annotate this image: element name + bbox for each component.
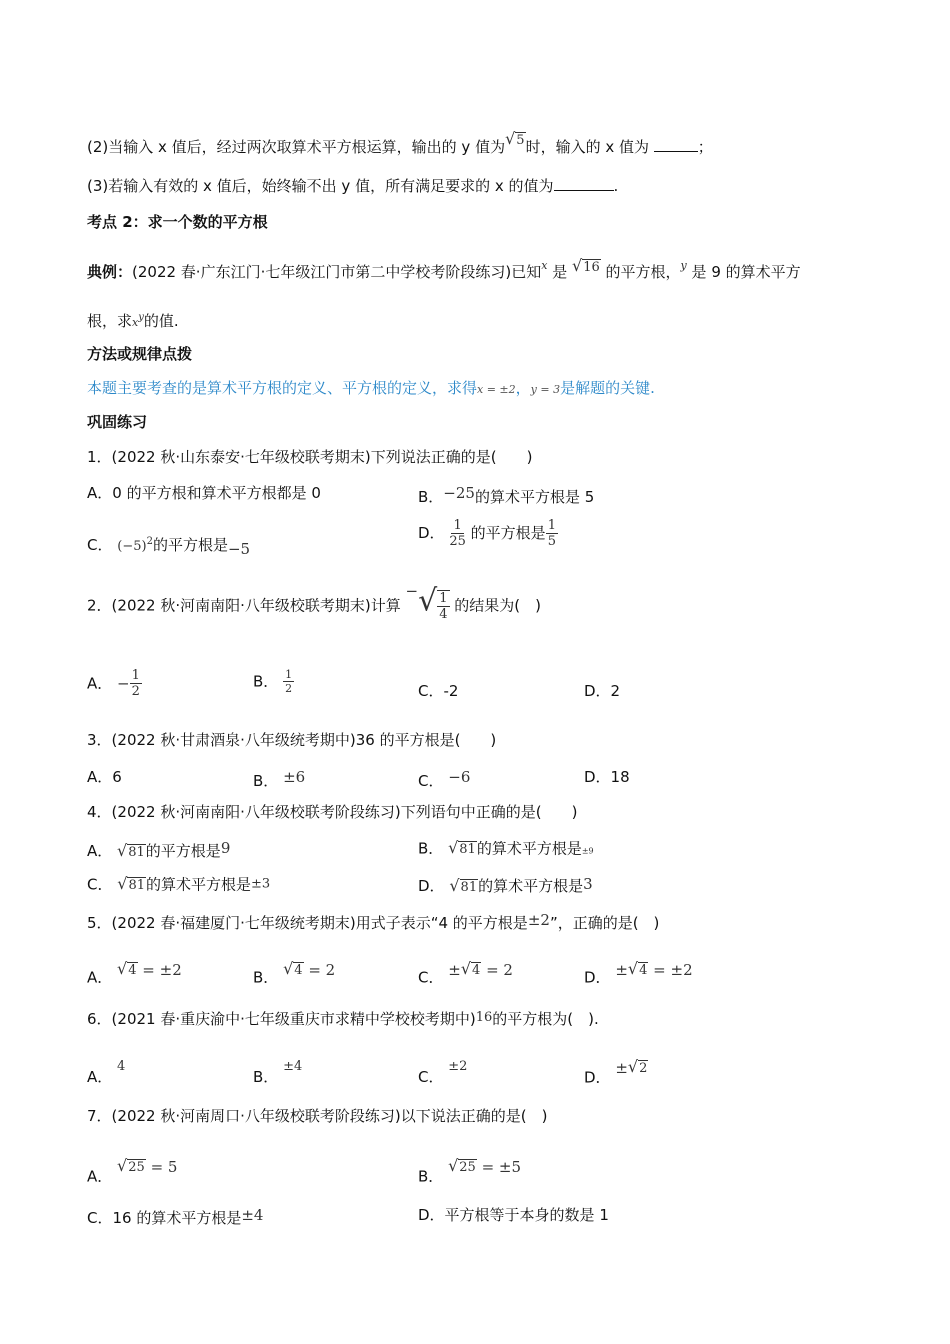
- q3-option-a[interactable]: A．6: [87, 768, 122, 786]
- example-line-1: 典例：(2022 春·广东江门·七年级江门市第二中学校考阶段练习)已知$^x$ 是 √16 的平方根，$^y$ 是 9 的算术平方: [87, 256, 801, 281]
- q3-option-b[interactable]: B． ±6: [253, 768, 306, 790]
- q2-option-b[interactable]: B． $\frac{1}{2}$: [253, 668, 293, 695]
- method-title: 方法或规律点拨: [87, 345, 193, 363]
- q1-stem: 1．(2022 秋·山东泰安·七年级校联考期末)下列说法正确的是( ): [87, 448, 533, 466]
- q2-option-a[interactable]: A． − $\frac{1}{2}$: [87, 668, 140, 699]
- q6-option-c[interactable]: C． ±2: [418, 1059, 468, 1086]
- answer-blank[interactable]: [654, 137, 698, 152]
- example-line-2: 根，求$x^y$的值.: [87, 312, 179, 330]
- method-text: 本题主要考查的是算术平方根的定义、平方根的定义，求得x = ±2，y = 3是解题的关键.: [87, 379, 655, 397]
- q7-option-d[interactable]: D．平方根等于本身的数是 1: [418, 1206, 609, 1224]
- q1-option-a[interactable]: A．0 的平方根和算术平方根都是 0: [87, 484, 321, 502]
- q4-option-c[interactable]: C． √81的算术平方根是±3: [87, 874, 271, 894]
- q6-stem: 6．(2021 春·重庆渝中·七年级重庆市求精中学校校考期中)16的平方根为( ).: [87, 1010, 599, 1028]
- q3-option-c[interactable]: C． −6: [418, 768, 471, 790]
- q4-option-b[interactable]: B． √81的算术平方根是±9: [418, 838, 594, 858]
- q7-option-c[interactable]: C．16 的算术平方根是±4: [87, 1206, 264, 1227]
- q2-stem: 2．(2022 秋·河南南阳·八年级校联考期末)计算 −√ $\frac{1}{4}$ 的结果为( ): [87, 582, 541, 622]
- q5-option-b[interactable]: B． √4 = 2: [253, 959, 336, 987]
- question-2-line: (2)当输入 x 值后，经过两次取算术平方根运算，输出的 y 值为√5时，输入的 x 值为 ；: [87, 129, 713, 156]
- q7-option-a[interactable]: A． √25 = 5: [87, 1156, 178, 1186]
- q5-stem: 5．(2022 春·福建厦门·七年级统考期末)用式子表示“4 的平方根是±2”，正确的是( ): [87, 911, 660, 932]
- answer-blank[interactable]: [554, 176, 614, 191]
- q6-option-d[interactable]: D． ±√2: [584, 1057, 648, 1087]
- q5-option-d[interactable]: D． ±√4 = ±2: [584, 959, 693, 987]
- question-3-line: (3)若输入有效的 x 值后，始终输不出 y 值，所有满足要求的 x 的值为 .: [87, 177, 619, 195]
- q5-option-a[interactable]: A． √4 = ±2: [87, 959, 182, 987]
- q7-option-b[interactable]: B． √25 = ±5: [418, 1156, 522, 1186]
- q4-option-a[interactable]: A． √81的平方根是9: [87, 839, 231, 860]
- practice-title: 巩固练习: [87, 413, 148, 431]
- q1-option-d[interactable]: D． $\frac{1}{25}$ 的平方根是 $\frac{1}{5}$: [418, 518, 556, 549]
- q4-option-d[interactable]: D． √81的算术平方根是3: [418, 875, 593, 895]
- q6-option-a[interactable]: A． 4: [87, 1059, 126, 1086]
- q1-option-b[interactable]: B．−25的算术平方根是 5: [418, 484, 595, 506]
- q2-option-d[interactable]: D．2: [584, 682, 621, 700]
- sqrt-5: √5: [505, 129, 525, 148]
- q4-stem: 4．(2022 秋·河南南阳·八年级校联考阶段练习)下列语句中正确的是( ): [87, 803, 578, 821]
- q6-option-b[interactable]: B． ±4: [253, 1059, 303, 1086]
- q5-option-c[interactable]: C． ±√4 = 2: [418, 959, 513, 987]
- q7-stem: 7．(2022 秋·河南周口·八年级校联考阶段练习)以下说法正确的是( ): [87, 1107, 548, 1125]
- q3-stem: 3．(2022 秋·甘肃酒泉·八年级统考期中)36 的平方根是( ): [87, 731, 497, 749]
- section-title: 考点 2：求一个数的平方根: [87, 213, 268, 231]
- q3-option-d[interactable]: D．18: [584, 768, 630, 786]
- q1-option-c[interactable]: C． $(-5)^2$的平方根是−5: [87, 536, 251, 558]
- q2-option-c[interactable]: C．-2: [418, 682, 459, 700]
